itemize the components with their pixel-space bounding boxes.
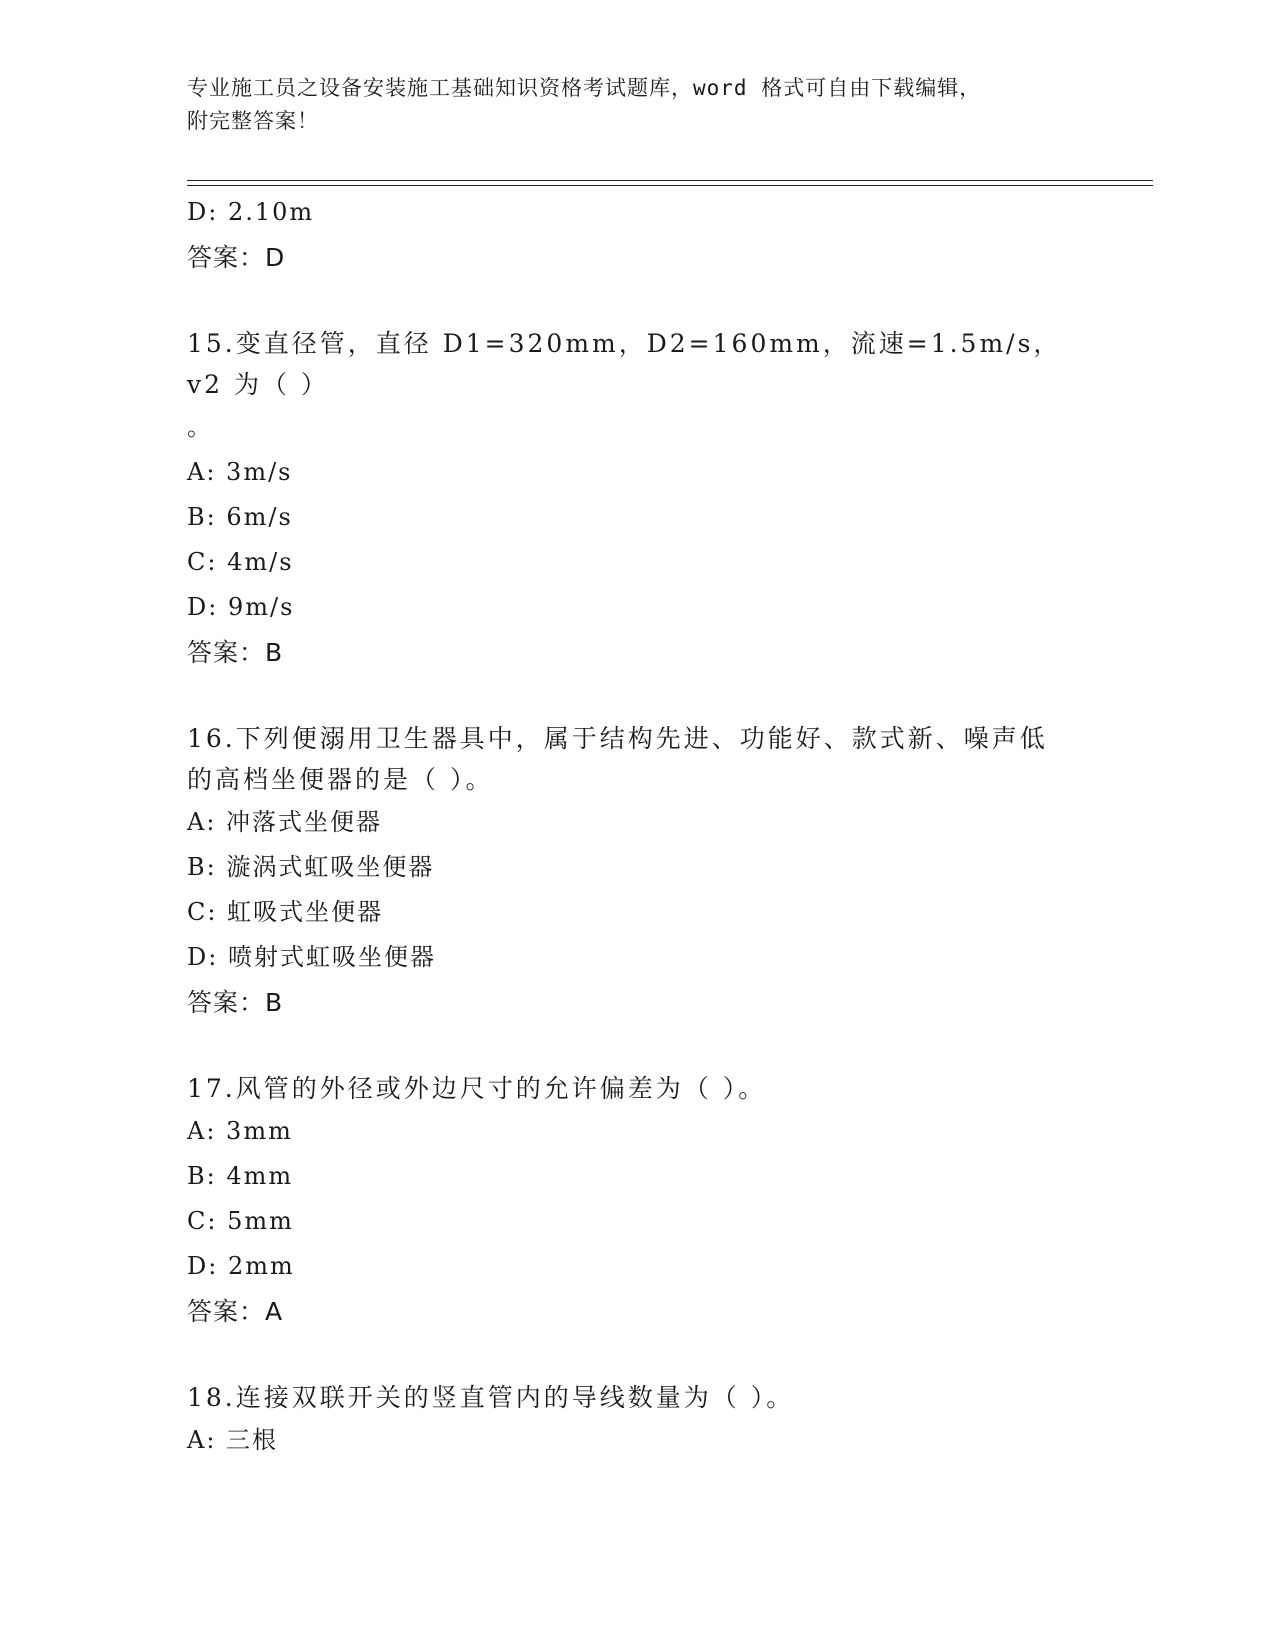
header-line-1: 专业施工员之设备安装施工基础知识资格考试题库，word 格式可自由下载编辑， xyxy=(187,76,982,100)
option-b: B: 漩涡式虹吸坐便器 xyxy=(187,853,435,881)
question-list xyxy=(187,190,1087,1463)
option-d: D: 2.10m xyxy=(187,198,315,226)
answer: 答案：B xyxy=(187,988,284,1017)
question-17 xyxy=(187,1068,1087,1334)
question-title: 17.风管的外径或外边尺寸的允许偏差为（ ）。 xyxy=(187,1074,767,1103)
option-d: D: 2mm xyxy=(187,1252,295,1280)
option-c: C: 虹吸式坐便器 xyxy=(187,898,384,926)
option-c: C: 4m/s xyxy=(187,548,294,576)
header-line-2: 附完整答案！ xyxy=(187,109,319,133)
answer: 答案：D xyxy=(187,243,286,272)
option-a: A: 3mm xyxy=(187,1117,293,1145)
question-16 xyxy=(187,718,1087,1025)
option-b: B: 4mm xyxy=(187,1162,294,1190)
answer: 答案：A xyxy=(187,1297,284,1326)
document-header xyxy=(187,72,1067,138)
header-rule-bottom xyxy=(187,185,1153,186)
previous-question-tail xyxy=(187,190,1087,280)
question-title: 15.变直径管，直径 D1=320mm，D2=160mm，流速=1.5m/s，v2 为（ ） xyxy=(187,329,1062,399)
question-title-continuation: 的高档坐便器的是（ ）。 xyxy=(187,765,494,794)
question-18 xyxy=(187,1377,1087,1463)
option-a: A: 冲落式坐便器 xyxy=(187,808,383,836)
option-d: D: 9m/s xyxy=(187,593,295,621)
question-title: 16.下列便溺用卫生器具中，属于结构先进、功能好、款式新、噪声低 xyxy=(187,724,1048,753)
option-d: D: 喷射式虹吸坐便器 xyxy=(187,943,436,971)
option-a: A: 三根 xyxy=(187,1426,279,1454)
answer: 答案：B xyxy=(187,638,284,667)
option-c: C: 5mm xyxy=(187,1207,294,1235)
header-rule-top xyxy=(187,180,1153,181)
option-b: B: 6m/s xyxy=(187,503,293,531)
question-title-continuation: 。 xyxy=(187,413,213,441)
question-title: 18.连接双联开关的竖直管内的导线数量为（ ）。 xyxy=(187,1383,795,1412)
question-15 xyxy=(187,323,1087,675)
option-a: A: 3m/s xyxy=(187,458,293,486)
